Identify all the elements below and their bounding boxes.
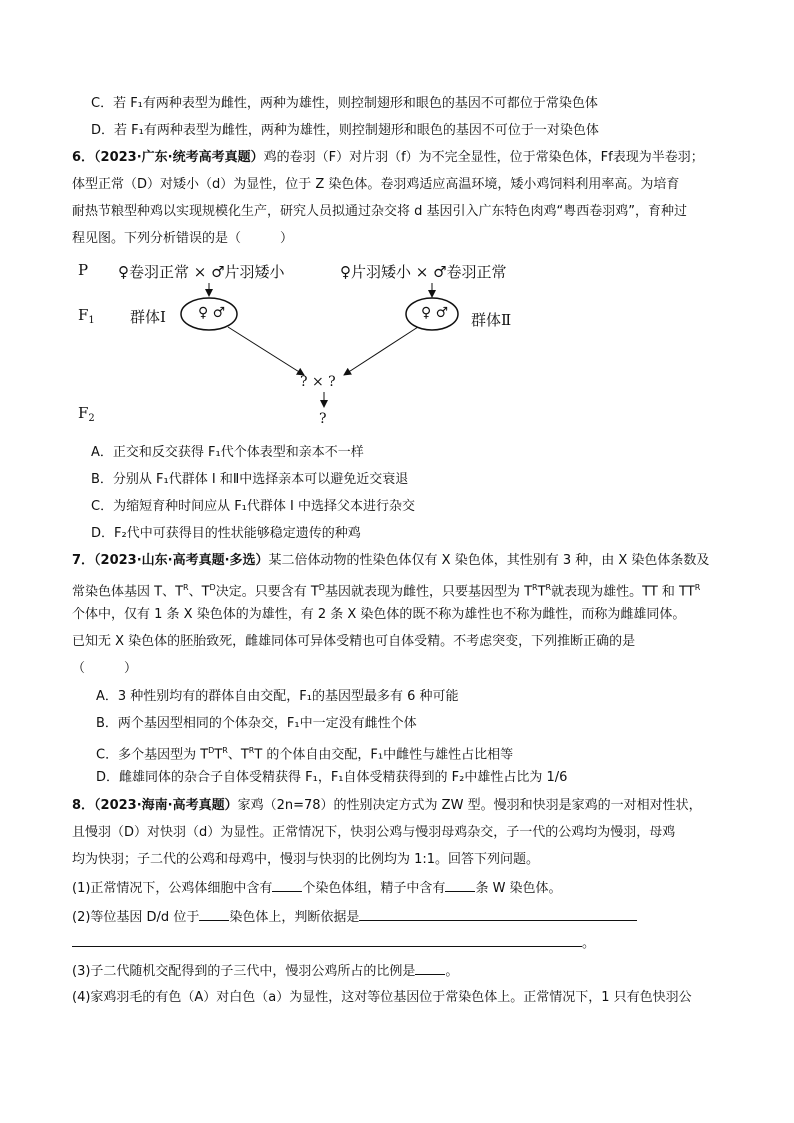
q7-stem-line-1: 7．（2023·山东·高考真题·多选）某二倍体动物的性染色体仅有 X 染色体，其性别有 3 种，由 X 染色体条数及	[72, 553, 710, 568]
q5-option-d: D．若 F₁有两种表型为雌性，两种为雄性，则控制翅形和眼色的基因不可位于一对染色体	[91, 123, 599, 138]
q7-stem-line-2: 常染色体基因 T、$T^R$、$T^D$决定。只要含有 $T^D$基因就表现为雌性，只要基因型为 $T^RT^R$就表现为雄性。TT 和 $TT^R$	[72, 583, 701, 600]
q6-option-a: A．正交和反交获得 F₁代个体表型和亲本不一样	[91, 445, 364, 460]
q8-subquestion-4: (4)家鸡羽毛的有色（A）对白色（a）为显性，这对等位基因位于常染色体上。正常情况下，1 只有色快羽公	[72, 990, 692, 1005]
q6-stem-line-3: 耐热节粮型种鸡以实现规模化生产，研究人员拟通过杂交将 d 基因引入广东特色肉鸡“粤西卷羽鸡”，育种过	[72, 204, 687, 219]
q6-option-d: D．F₂代中可获得目的性状能够稳定遗传的种鸡	[91, 526, 361, 541]
q5-option-c: C．若 F₁有两种表型为雌性，两种为雄性，则控制翅形和眼色的基因不可都位于常染色体	[91, 96, 598, 111]
q8-stem-line-2: 且慢羽（D）对快羽（d）为显性。正常情况下，快羽公鸡与慢羽母鸡杂交，子一代的公鸡均为慢羽，母鸡	[72, 825, 676, 840]
answer-blank-4[interactable]	[359, 907, 637, 921]
q8-number: 8．	[72, 798, 95, 813]
q6-option-b: B．分别从 F₁代群体 I 和Ⅱ中选择亲本可以避免近交衰退	[91, 472, 409, 487]
group2-oval-text: ♀ ♂	[421, 305, 449, 321]
answer-blank-1[interactable]	[272, 878, 302, 892]
q7-option-c: C．多个基因型为 $T^DT^R$、$T^RT$ 的个体自由交配，F₁中雌性与雄性占比相等	[96, 746, 514, 763]
diagram-f1-label: $F_1$	[78, 306, 95, 326]
q6-source: （2023·广东·统考高考真题）	[94, 150, 264, 165]
diagram-group-2: 群体Ⅱ	[471, 311, 512, 329]
q6-stem-line-2: 体型正常（D）对矮小（d）为显性，位于 Z 染色体。卷羽鸡适应高温环境，矮小鸡饲料利用率高。为培育	[72, 177, 680, 192]
q6-number: 6．	[72, 150, 95, 165]
arrow-group2-to-f2	[344, 327, 418, 375]
diagram-f2-label: $F_2$	[78, 404, 95, 424]
q6-option-c: C．为缩短育种时间应从 F₁代群体 I 中选择父本进行杂交	[91, 499, 415, 514]
diagram-cross-right: ♀片羽矮小 × ♂卷羽正常	[340, 263, 507, 281]
q8-stem-line-1: 8．（2023·海南·高考真题）家鸡（2n=78）的性别决定方式为 ZW 型。慢羽和快羽是家鸡的一对相对性状，	[72, 798, 702, 813]
q8-subquestion-1: (1)正常情况下，公鸡体细胞中含有 个染色体组，精子中含有 条 W 染色体。	[72, 878, 562, 897]
group1-oval-text: ♀ ♂	[198, 305, 226, 321]
answer-blank-3[interactable]	[199, 907, 229, 921]
q7-stem-line-5: （ ）	[72, 661, 138, 676]
q6-stem-line-1: 6．（2023·广东·统考高考真题）鸡的卷羽（F）对片羽（f）为不完全显性，位于常染色体，Ff表现为半卷羽；	[72, 150, 704, 165]
q8-subquestion-2: (2)等位基因 D/d 位于 染色体上，判断依据是	[72, 907, 637, 926]
q8-subquestion-3: (3)子二代随机交配得到的子三代中，慢羽公鸡所占的比例是 。	[72, 961, 458, 980]
q7-source: （2023·山东·高考真题·多选）	[94, 553, 269, 568]
diagram-graphics	[0, 0, 794, 440]
q7-stem-line-4: 已知无 X 染色体的胚胎致死，雌雄同体可异体受精也可自体受精。不考虑突变，下列推断正确的是	[72, 634, 636, 649]
answer-blank-6[interactable]	[415, 961, 445, 975]
answer-blank-2[interactable]	[445, 878, 475, 892]
diagram-p-label: P	[78, 261, 89, 279]
diagram-f2-cross: ? × ?	[300, 374, 336, 390]
q7-option-a: A．3 种性别均有的群体自由交配，F₁的基因型最多有 6 种可能	[96, 689, 459, 704]
diagram-f2-result: ?	[319, 411, 327, 427]
q8-source: （2023·海南·高考真题）	[94, 798, 238, 813]
q8-subquestion-2-cont: 。	[72, 933, 595, 952]
q7-stem-line-3: 个体中，仅有 1 条 X 染色体的为雄性，有 2 条 X 染色体的既不称为雄性也不称为雌性，而称为雌雄同体。	[72, 607, 686, 622]
arrow-group1-to-f2	[228, 327, 304, 375]
q6-stem-line-4: 程见图。下列分析错误的是（ ）	[72, 231, 294, 246]
q8-stem-line-3: 均为快羽；子二代的公鸡和母鸡中，慢羽与快羽的比例均为 1:1。回答下列问题。	[72, 852, 540, 867]
q7-number: 7．	[72, 553, 95, 568]
q7-option-d: D．雌雄同体的杂合子自体受精获得 F₁，F₁自体受精获得到的 F₂中雄性占比为 1/6	[96, 770, 568, 785]
q7-option-b: B．两个基因型相同的个体杂交，F₁中一定没有雌性个体	[96, 716, 417, 731]
diagram-group-1: 群体Ⅰ	[130, 308, 166, 326]
diagram-cross-left: ♀卷羽正常 × ♂片羽矮小	[118, 263, 285, 281]
answer-blank-5[interactable]	[72, 933, 582, 947]
